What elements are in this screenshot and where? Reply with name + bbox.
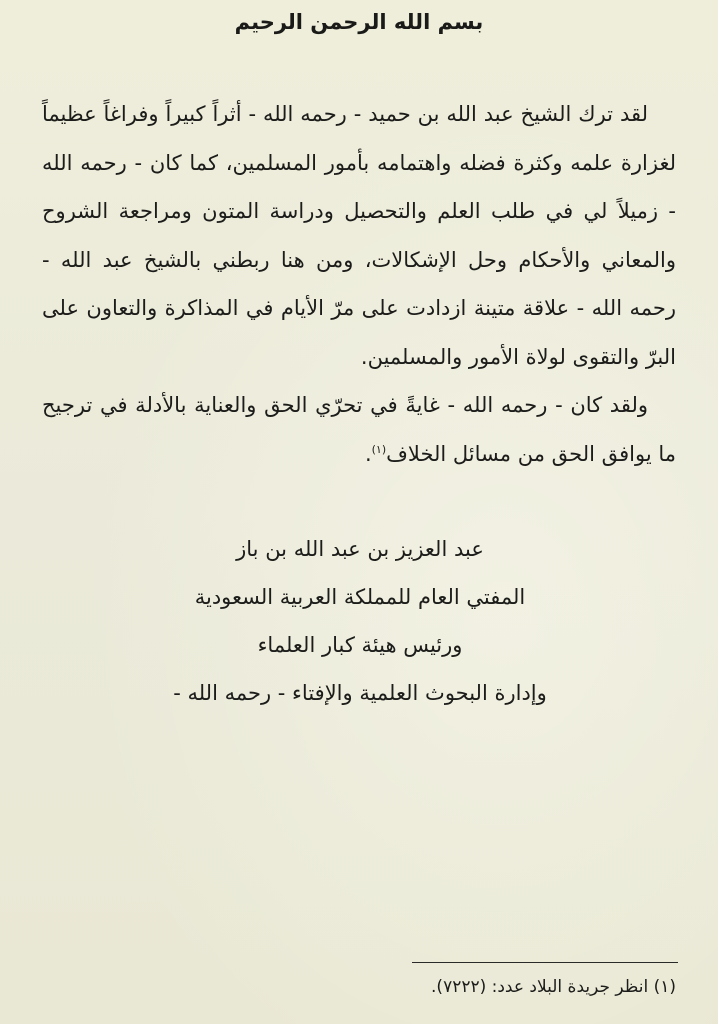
footnote-reference: (١) — [371, 442, 387, 456]
paragraph-2-end: . — [364, 441, 372, 466]
footnote-divider — [412, 962, 678, 963]
main-text — [42, 90, 676, 478]
paragraph-2-text: ولقد كان - رحمه الله - غايةً في تحرّي الحق والعناية بالأدلة في ترجيح ما يوافق الحق من مسائل الخلاف — [42, 393, 676, 466]
footnote: (١) انظر جريدة البلاد عدد: (٧٢٢٢). — [431, 977, 676, 997]
basmala-header: بسم الله الرحمن الرحيم — [234, 10, 484, 34]
paragraph-2 — [42, 381, 676, 478]
signature-title-1: المفتي العام للمملكة العربية السعودية — [194, 585, 526, 609]
signature-name: عبد العزيز بن عبد الله بن باز — [236, 537, 484, 561]
signature-title-3: وإدارة البحوث العلمية والإفتاء - رحمه الله - — [173, 681, 547, 705]
signature-block — [120, 525, 600, 717]
paragraph-1: لقد ترك الشيخ عبد الله بن حميد - رحمه الله - أثراً كبيراً وفراغاً عظيماً لغزارة علمه وكثرة فضله واهتمامه بأمور المسلمين، كما كان - رحمه الله - زميلاً لي في طلب العلم والتحصيل ودراسة المتون ومراجعة الشروح والمعاني والأحكام وحل الإشكالات، ومن هنا ربطني بالشيخ عبد الله - رحمه الله - علاقة متينة ازدادت على مرّ الأيام في المذاكرة والتعاون على البرّ والتقوى لولاة الأمور والمسلمين. — [42, 102, 676, 369]
signature-title-2: ورئيس هيئة كبار العلماء — [257, 633, 463, 657]
